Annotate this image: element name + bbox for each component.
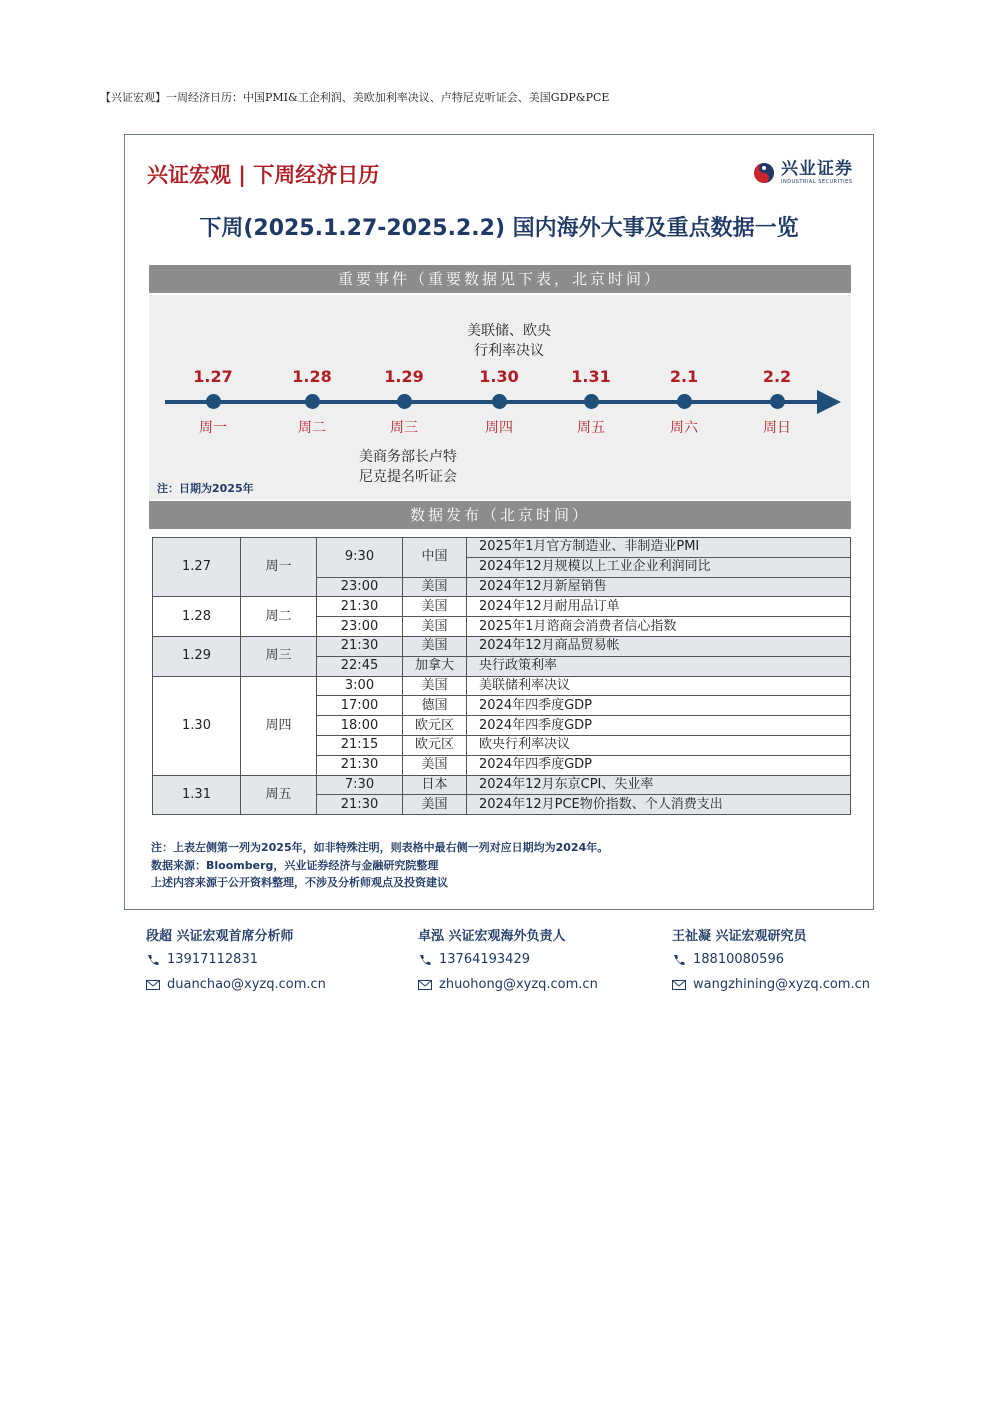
events-footnote: 注：日期为2025年 <box>157 482 254 495</box>
cell-time: 9:30 <box>317 538 403 578</box>
cell-time: 21:30 <box>317 795 403 815</box>
timeline-dot <box>584 394 599 409</box>
cell-time: 7:30 <box>317 775 403 795</box>
logo-cn-text: 兴业证券 <box>781 159 853 179</box>
document-header: 【兴证宏观】一周经济日历：中国PMI&工企利润、美欧加利率决议、卢特尼克听证会、美国GDP&PCE <box>100 91 610 104</box>
cell-country: 美国 <box>403 755 467 775</box>
cell-country: 美国 <box>403 617 467 637</box>
cell-event: 2024年12月耐用品订单 <box>467 597 851 617</box>
contact-email[interactable]: duanchao@xyzq.com.cn <box>167 977 326 992</box>
timeline-date: 1.28 <box>292 367 332 386</box>
cell-time: 18:00 <box>317 716 403 736</box>
calendar-card <box>124 134 874 910</box>
cell-time: 21:30 <box>317 755 403 775</box>
footnote-line: 数据来源：Bloomberg，兴业证券经济与金融研究院整理 <box>151 858 439 872</box>
cell-event: 2025年1月官方制造业、非制造业PMI <box>467 538 851 558</box>
data-release-table <box>152 537 851 815</box>
table-row <box>153 676 851 696</box>
phone-icon <box>418 954 432 966</box>
brand-title: 兴证宏观 | 下周经济日历 <box>147 163 380 187</box>
cell-time: 17:00 <box>317 696 403 716</box>
contact-card <box>146 925 396 992</box>
cell-event: 2024年四季度GDP <box>467 696 851 716</box>
email-icon <box>672 979 686 991</box>
cell-event: 2024年12月规模以上工业企业利润同比 <box>467 557 851 577</box>
cell-date: 1.30 <box>153 676 241 775</box>
contact-name: 段超 兴证宏观首席分析师 <box>146 929 294 944</box>
timeline-weekday: 周四 <box>485 420 513 436</box>
cell-time: 21:15 <box>317 735 403 755</box>
cell-event: 2024年12月商品贸易帐 <box>467 636 851 656</box>
timeline-date: 1.27 <box>193 367 233 386</box>
footnote-line: 上述内容来源于公开资料整理，不涉及分析师观点及投资建议 <box>151 876 448 889</box>
cell-time: 22:45 <box>317 656 403 676</box>
logo-mark-icon <box>753 162 775 184</box>
main-title: 下周(2025.1.27-2025.2.2) 国内海外大事及重点数据一览 <box>199 216 799 241</box>
cell-time: 21:30 <box>317 597 403 617</box>
timeline-date: 1.30 <box>479 367 519 386</box>
contact-email[interactable]: zhuohong@xyzq.com.cn <box>439 977 598 992</box>
cell-event: 2024年12月PCE物价指数、个人消费支出 <box>467 795 851 815</box>
cell-time: 3:00 <box>317 676 403 696</box>
data-section-bar: 数据发布（北京时间） <box>149 501 851 529</box>
cell-date: 1.27 <box>153 538 241 597</box>
cell-weekday: 周二 <box>241 597 317 637</box>
contact-email[interactable]: wangzhining@xyzq.com.cn <box>693 977 870 992</box>
timeline-dot <box>397 394 412 409</box>
timeline-weekday: 周二 <box>298 420 326 436</box>
timeline-weekday: 周五 <box>577 420 605 436</box>
cell-country: 德国 <box>403 696 467 716</box>
contact-name: 王祉凝 兴证宏观研究员 <box>672 929 807 944</box>
cell-country: 日本 <box>403 775 467 795</box>
cell-date: 1.28 <box>153 597 241 637</box>
cell-weekday: 周一 <box>241 538 317 597</box>
cell-country: 美国 <box>403 795 467 815</box>
timeline-dot <box>305 394 320 409</box>
contact-card <box>418 925 668 992</box>
table-row <box>153 538 851 558</box>
cell-time: 21:30 <box>317 636 403 656</box>
cell-weekday: 周五 <box>241 775 317 815</box>
timeline-date: 1.31 <box>571 367 611 386</box>
cell-country: 美国 <box>403 597 467 617</box>
events-timeline-area <box>149 295 851 500</box>
timeline-dot <box>492 394 507 409</box>
company-logo <box>753 161 853 185</box>
phone-icon <box>672 954 686 966</box>
timeline-date: 1.29 <box>384 367 424 386</box>
contact-phone[interactable]: 13764193429 <box>439 952 530 967</box>
cell-country: 欧元区 <box>403 716 467 736</box>
cell-event: 2024年四季度GDP <box>467 755 851 775</box>
cell-event: 美联储利率决议 <box>467 676 851 696</box>
timeline-weekday: 周三 <box>390 420 418 436</box>
table-row <box>153 636 851 656</box>
cell-time: 23:00 <box>317 617 403 637</box>
cell-time: 23:00 <box>317 577 403 597</box>
timeline-date: 2.2 <box>762 367 792 386</box>
cell-country: 中国 <box>403 538 467 578</box>
events-section-bar: 重要事件（重要数据见下表，北京时间） <box>149 265 851 293</box>
contact-phone[interactable]: 13917112831 <box>167 952 258 967</box>
cell-event: 欧央行利率决议 <box>467 735 851 755</box>
cell-country: 美国 <box>403 577 467 597</box>
timeline-date: 2.1 <box>669 367 699 386</box>
event-note-hearing: 美商务部长卢特 尼克提名听证会 <box>359 449 457 485</box>
email-icon <box>418 979 432 991</box>
email-icon <box>146 979 160 991</box>
logo-en-text: INDUSTRIAL SECURITIES <box>781 179 853 185</box>
table-row <box>153 597 851 617</box>
table-row <box>153 775 851 795</box>
contact-name: 卓泓 兴证宏观海外负责人 <box>418 929 566 944</box>
cell-country: 欧元区 <box>403 735 467 755</box>
contact-phone[interactable]: 18810080596 <box>693 952 784 967</box>
timeline-dot <box>770 394 785 409</box>
timeline-arrow-icon <box>817 390 841 414</box>
footnote-line: 注：上表左侧第一列为2025年，如非特殊注明，则表格中最右侧一列对应日期均为2024年。 <box>151 841 609 854</box>
phone-icon <box>146 954 160 966</box>
cell-weekday: 周三 <box>241 636 317 676</box>
cell-country: 加拿大 <box>403 656 467 676</box>
cell-date: 1.31 <box>153 775 241 815</box>
cell-event: 2025年1月谘商会消费者信心指数 <box>467 617 851 637</box>
cell-event: 央行政策利率 <box>467 656 851 676</box>
timeline-weekday: 周一 <box>199 420 227 436</box>
timeline-dot <box>206 394 221 409</box>
cell-event: 2024年四季度GDP <box>467 716 851 736</box>
cell-country: 美国 <box>403 676 467 696</box>
cell-event: 2024年12月新屋销售 <box>467 577 851 597</box>
timeline-weekday: 周日 <box>763 420 791 436</box>
cell-date: 1.29 <box>153 636 241 676</box>
timeline-dot <box>677 394 692 409</box>
timeline-weekday: 周六 <box>670 420 698 436</box>
footnotes <box>151 839 608 892</box>
cell-event: 2024年12月东京CPI、失业率 <box>467 775 851 795</box>
cell-country: 美国 <box>403 636 467 656</box>
cell-weekday: 周四 <box>241 676 317 775</box>
event-note-fed-ecb: 美联储、欧央 行利率决议 <box>467 323 551 359</box>
contact-card <box>672 925 922 992</box>
